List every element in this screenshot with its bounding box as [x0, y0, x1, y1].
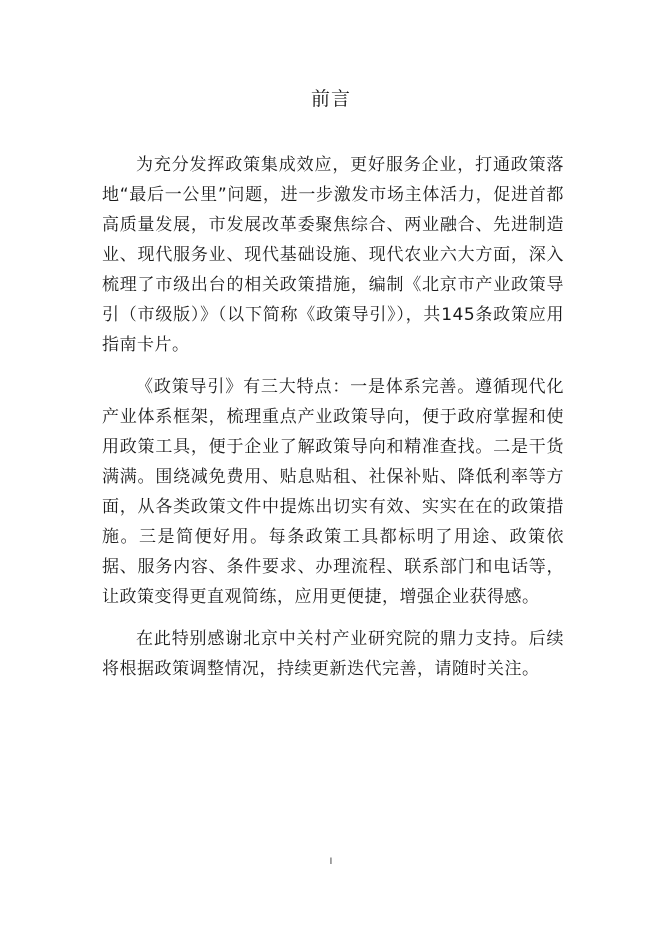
page-number: I — [329, 857, 333, 867]
paragraph-features: 《政策导引》有三大特点：一是体系完善。遵循现代化产业体系框架，梳理重点产业政策导向，便于政府掌握和使用政策工具，便于企业了解政策导向和精准查找。二是干货满满。围绕减免费用、贴息贴租、社保补贴、降低利率等方面，从各类政策文件中提炼出切实有效、实实在在的政策措施。三是简便好用。每条政策工具都标明了用途、政策依据、服务内容、条件要求、办理流程、联系部门和电话等，让政策变得更直观简练，应用更便捷，增强企业获得感。 — [102, 377, 564, 607]
body-text — [102, 150, 564, 696]
paragraph-acknowledgement: 在此特别感谢北京中关村产业研究院的鼎力支持。后续将根据政策调整情况，持续更新迭代完善，请随时关注。 — [102, 629, 564, 679]
paragraph-intro: 为充分发挥政策集成效应，更好服务企业，打通政策落地“最后一公里”问题，进一步激发市场主体活力，促进首都高质量发展，市发展改革委聚焦综合、两业融合、先进制造业、现代服务业、现代基础设施、现代农业六大方面，深入梳理了市级出台的相关政策措施，编制《北京市产业政策导引（市级版）》（以下简称《政策导引》），共145条政策应用指南卡片。 — [102, 155, 564, 355]
page-title: 前言 — [310, 88, 351, 110]
